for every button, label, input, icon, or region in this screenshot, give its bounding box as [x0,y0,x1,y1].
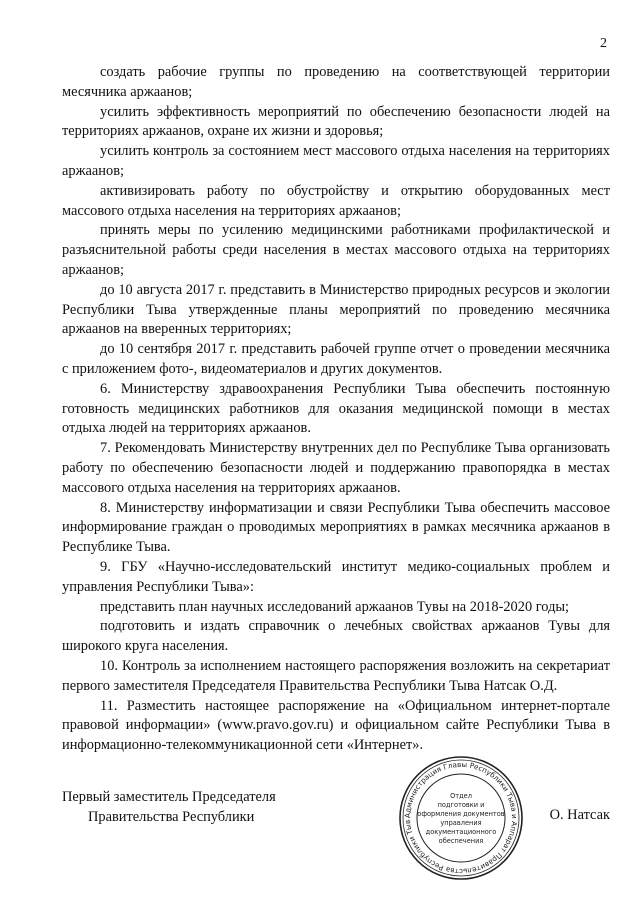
paragraph: усилить эффективность мероприятий по обеспечению безопасности людей на территориях аржаанов, охране их жизни и здоровья; [62,103,610,140]
paragraph: усилить контроль за состоянием мест массового отдыха населения на территориях аржаанов; [62,143,610,179]
paragraph: представить план научных исследований аржаанов Тувы на 2018-2020 годы; [100,598,570,615]
signature-block [62,759,610,887]
document-body [62,63,610,756]
paragraph: создать рабочие группы по проведению на соответствующей территории месячника аржаанов; [62,64,610,100]
stamp-line: управления [440,819,482,827]
paragraph: до 10 августа 2017 г. представить в Министерство природных ресурсов и экологии Республики Тыва утвержденные планы мероприятий по проведению месячника аржаанов на вверенных территориях; [62,281,610,338]
official-stamp [397,754,525,882]
paragraph: 10. Контроль за исполнением настоящего распоряжения возложить на секретариат первого заместителя Председателя Правительства Республики Тыва Натсак О.Д. [62,657,610,694]
paragraph: принять меры по усилению медицинскими работниками профилактической и разъяснительной работы среди населения в местах массового отдыха на территориях аржаанов; [62,222,610,278]
page-number: 2 [600,36,607,51]
position-line-2: Правительства Республики [88,809,255,825]
stamp-ring-text: Администрация Главы Республики Тыва и Аппарат Правительства Республики Тыв [402,759,520,877]
stamp-line: оформления документов [417,810,505,818]
paragraph: 8. Министерству информатизации и связи Республики Тыва обеспечить массовое информирование граждан о проводимых мероприятиях в рамках месячника аржаанов в Республике Тыва. [62,499,610,556]
stamp-line: подготовки и [437,801,485,809]
stamp-line: документационного [425,828,497,836]
paragraph: 9. ГБУ «Научно-исследовательский институт медико-социальных проблем и управления Республики Тыва»: [62,558,610,595]
paragraph: 7. Рекомендовать Министерству внутренних дел по Республике Тыва организовать работу по обеспечению безопасности людей и поддержанию правопорядка в местах массового отдыха населения на территориях аржаанов. [62,440,610,496]
stamp-line: обеспечения [438,837,484,845]
signatory-name: О. Натсак [549,807,610,823]
stamp-line: Отдел [450,792,472,800]
paragraph: 6. Министерству здравоохранения Республики Тыва обеспечить постоянную готовность медицинских работников для оказания медицинской помощи в местах отдыха людей на территориях аржаанов. [62,380,610,437]
stamp-seal [397,754,525,882]
paragraph: подготовить и издать справочник о лечебных свойствах аржаанов Тувы для широкого круга населения. [62,618,610,655]
position-line-1: Первый заместитель Председателя [62,789,276,805]
paragraph: 11. Разместить настоящее распоряжение на «Официальном интернет-портале правовой информации» (www.pravo.gov.ru) и официальном сайте Республики Тыва в информационно-телекоммуникационной сети «Интернет». [62,697,610,754]
paragraph: активизировать работу по обустройству и открытию оборудованных мест массового отдыха населения на территориях аржаанов; [62,182,610,219]
signatory-position [62,787,276,827]
paragraph: до 10 сентября 2017 г. представить рабочей группе отчет о проведении месячника с приложением фото-, видеоматериалов и других документов. [62,341,610,377]
